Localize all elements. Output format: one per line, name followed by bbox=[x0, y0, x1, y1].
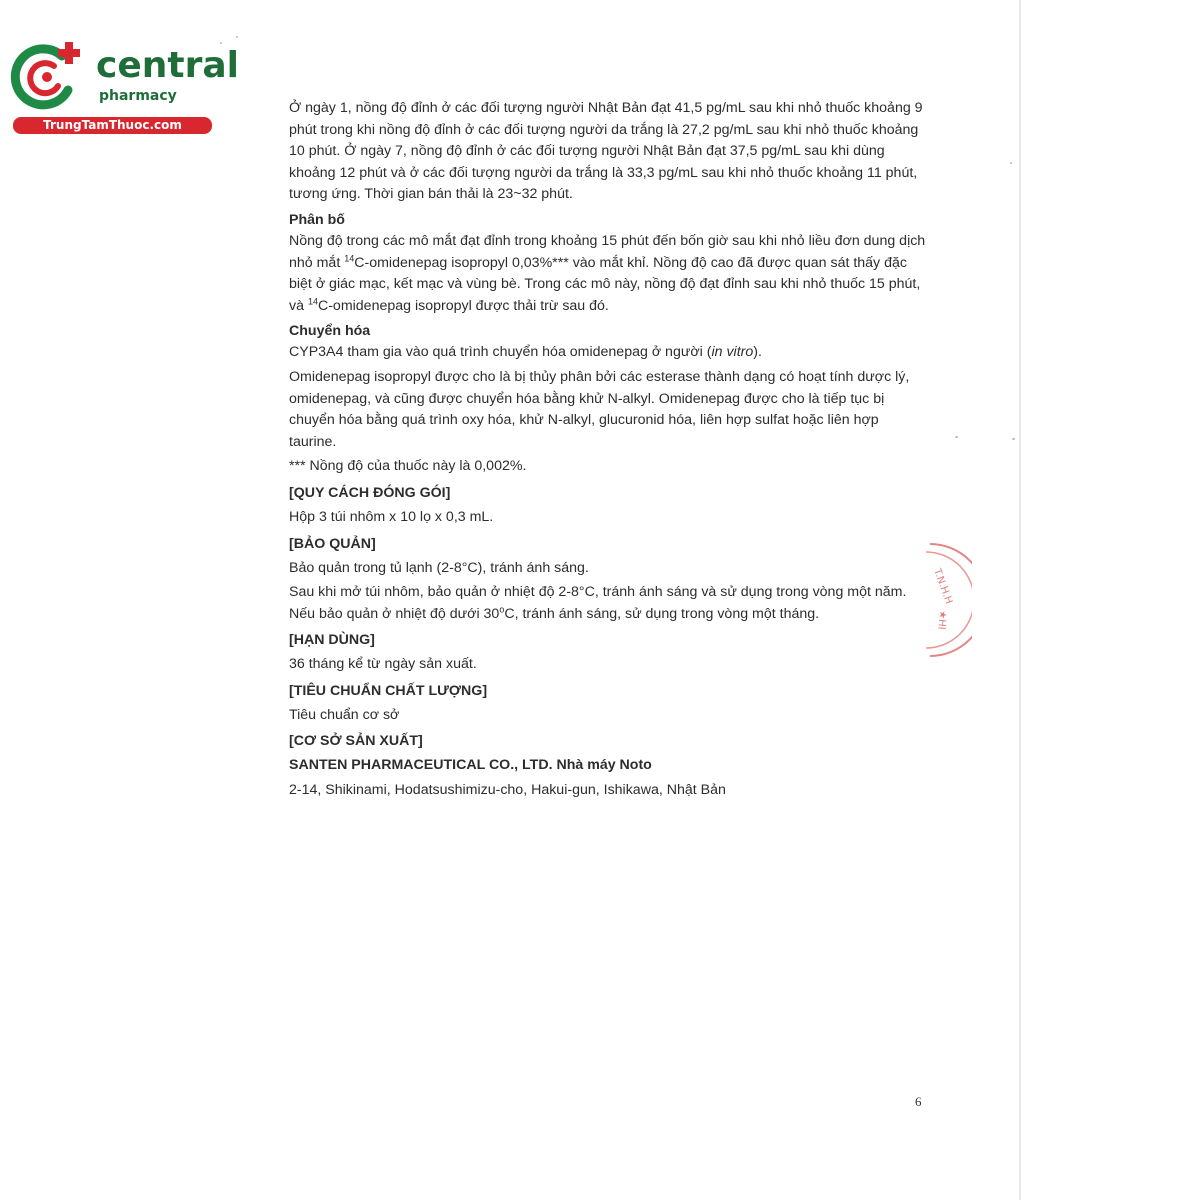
footnote-concentration: *** Nồng độ của thuốc này là 0,002%. bbox=[289, 458, 527, 475]
paragraph-peak-concentration: Ở ngày 1, nồng độ đỉnh ở các đối tượng người Nhật Bản đạt 41,5 pg/mL sau khi nhỏ thuốc khoảng 9 phút trong khi nồng độ đỉnh ở các đối tượng người da trắng là 27,2 pg/mL sau khi nhỏ thuốc khoảng 10 phút. Ở ngày 7, nồng độ đỉnh ở các đối tượng người Nhật Bản đạt 37,5 pg/mL sau khi dùng khoảng 12 phút và ở các đối tượng người da trắng là 33,3 pg/mL sau khi nhỏ thuốc khoảng 11 phút, tương ứng. Thời gian bán thải là 23~32 phút. bbox=[289, 100, 923, 203]
superscript-degree: o bbox=[499, 603, 505, 614]
text-fragment: CYP3A4 tham gia vào quá trình chuyển hóa omidenepag ở người ( bbox=[289, 344, 712, 361]
text-fragment: C-omidenepag isopropyl được thải trừ sau đó. bbox=[317, 297, 609, 314]
paragraph-distribution bbox=[289, 231, 929, 317]
heading-expiry: [HẠN DÙNG] bbox=[289, 632, 375, 649]
heading-storage: [BẢO QUẢN] bbox=[289, 535, 376, 552]
heading-metabolism: Chuyển hóa bbox=[289, 323, 371, 340]
text-fragment: Sau khi mở túi nhôm, bảo quản ở nhiệt độ 2-8°C, tránh ánh sáng và sử dụng trong vòng một năm. Nếu bảo quản ở nhiệt độ dưới 30 bbox=[289, 584, 907, 622]
logo-subtitle: pharmacy bbox=[99, 88, 177, 104]
superscript-14: 14 bbox=[344, 252, 355, 263]
text-storage-after-opening bbox=[289, 582, 929, 625]
text-fragment: ). bbox=[753, 344, 762, 361]
text-fragment: Nồng độ trong các mô mắt đạt đỉnh trong khoảng 15 phút đến bốn giờ sau khi nhỏ liều đơn dung dịch nhỏ mắt bbox=[289, 232, 926, 271]
svg-text:T.N.H.H: T.N.H.H bbox=[931, 567, 955, 606]
heading-manufacturer: [CƠ SỞ SẢN XUẤT] bbox=[289, 733, 423, 750]
pharmacy-c-cross-icon bbox=[10, 40, 90, 114]
manufacturer-address: 2-14, Shikinami, Hodatsushimizu-cho, Hakui-gun, Ishikawa, Nhật Bản bbox=[289, 782, 726, 799]
scan-speck bbox=[236, 36, 238, 38]
text-quality-standard: Tiêu chuẩn cơ sở bbox=[289, 706, 400, 723]
central-pharmacy-logo bbox=[10, 38, 239, 138]
heading-packaging: [QUY CÁCH ĐÓNG GÓI] bbox=[289, 484, 451, 501]
logo-website: TrungTamThuoc.com bbox=[13, 117, 212, 134]
text-storage-fridge: Bảo quản trong tủ lạnh (2-8°C), tránh ánh sáng. bbox=[289, 559, 589, 576]
scan-speck bbox=[220, 42, 222, 44]
scan-speck bbox=[955, 436, 958, 438]
heading-distribution: Phân bố bbox=[289, 211, 345, 228]
logo-wordmark: central bbox=[96, 45, 239, 86]
page-edge bbox=[1019, 0, 1021, 1200]
page-number: 6 bbox=[915, 1094, 922, 1109]
scan-speck bbox=[1012, 438, 1015, 440]
text-expiry: 36 tháng kể từ ngày sản xuất. bbox=[289, 656, 477, 673]
company-seal-stamp bbox=[922, 540, 972, 660]
text-fragment: C-omidenepag isopropyl 0,03%*** vào mắt khỉ. Nồng độ cao đã được quan sát thấy đặc biệt ở giác mạc, kết mạc và vùng bè. Trong các mô này, nồng độ đạt đỉnh sau khi nhỏ thuốc 15 phút, và bbox=[289, 254, 921, 314]
paragraph-cyp3a4 bbox=[289, 342, 929, 364]
svg-text:★HI: ★HI bbox=[935, 609, 948, 631]
italic-in-vitro: in vitro bbox=[711, 344, 754, 361]
paragraph-hydrolysis: Omidenepag isopropyl được cho là bị thủy phân bởi các esterase thành dạng có hoạt tính dược lý, omidenepag, và cũng được chuyển hóa bằng khử N-alkyl. Omidenepag được cho là tiếp tục bị chuyển hóa bằng quá trình oxy hóa, khử N-alkyl, glucuronid hóa, liên hợp sulfat hoặc liên hợp taurine. bbox=[289, 368, 910, 450]
text-fragment: C, tránh ánh sáng, sử dụng trong vòng một tháng. bbox=[504, 605, 820, 622]
superscript-14: 14 bbox=[307, 296, 318, 307]
manufacturer-name: SANTEN PHARMACEUTICAL CO., LTD. Nhà máy Noto bbox=[289, 757, 652, 774]
heading-quality-standard: [TIÊU CHUẨN CHẤT LƯỢNG] bbox=[289, 682, 488, 699]
document-body bbox=[289, 98, 929, 802]
text-packaging: Hộp 3 túi nhôm x 10 lọ x 0,3 mL. bbox=[289, 508, 494, 525]
scan-speck bbox=[1010, 162, 1012, 164]
